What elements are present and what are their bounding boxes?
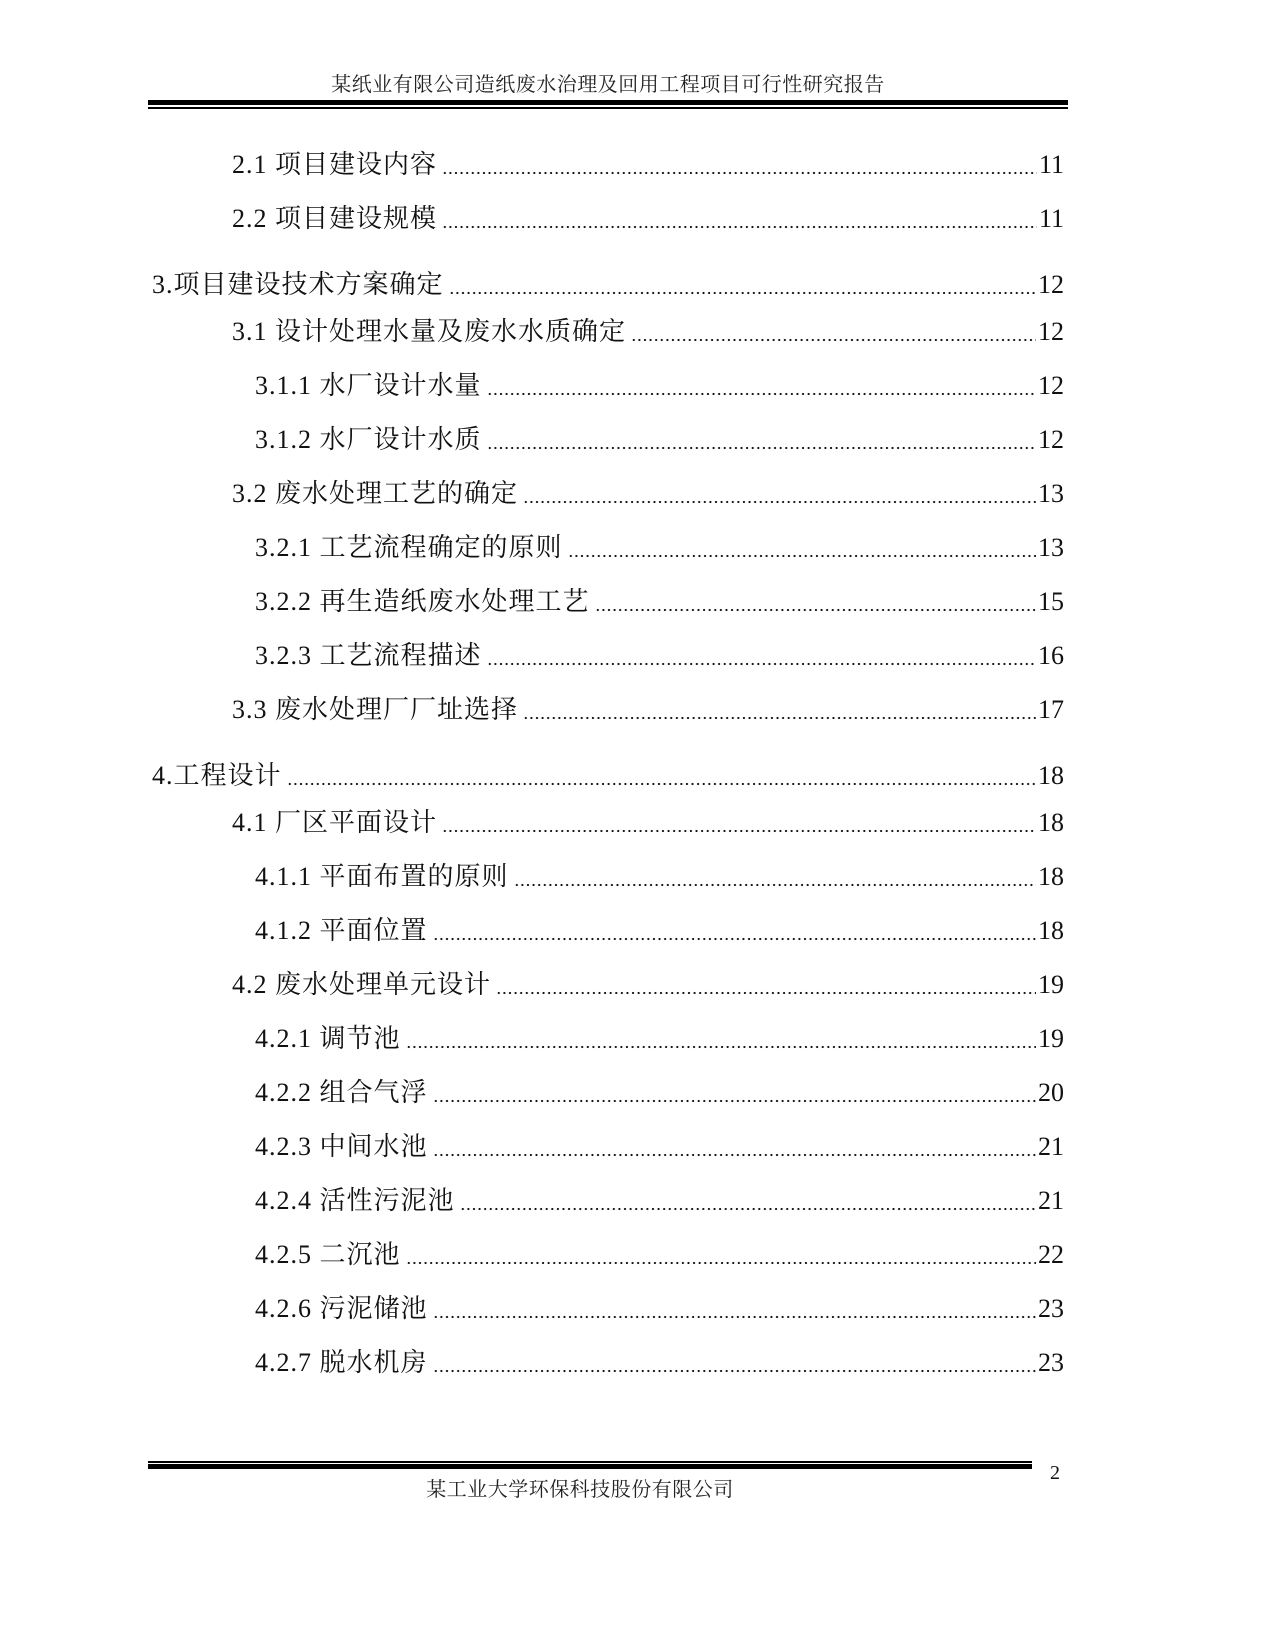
dot-leader [406, 1026, 1036, 1052]
toc-entry-label: 3.2.3 工艺流程描述 [255, 641, 482, 670]
toc-entry-page-number: 13 [1038, 533, 1064, 562]
toc-entry [148, 958, 1068, 1012]
running-header-title: 某纸业有限公司造纸废水治理及回用工程项目可行性研究报告 [331, 74, 885, 96]
toc-entry-label: 2.2 项目建设规模 [232, 204, 438, 233]
toc-entry [148, 305, 1068, 359]
footer-company-name: 某工业大学环保科技股份有限公司 [426, 1479, 734, 1501]
toc-entry [148, 265, 1068, 305]
toc-entry [148, 359, 1068, 413]
toc-entry-page-number: 23 [1038, 1294, 1064, 1323]
toc-entry-label: 3.1.1 水厂设计水量 [255, 371, 482, 400]
toc-entry-page-number: 11 [1038, 204, 1064, 233]
toc-entry-page-number: 16 [1038, 641, 1064, 670]
toc-entry-page-number: 12 [1038, 425, 1064, 454]
toc-entry [148, 575, 1068, 629]
toc-entry-label: 4.2 废水处理单元设计 [232, 970, 492, 999]
dot-leader [523, 697, 1036, 723]
header-rule [148, 100, 1068, 105]
toc-entry-page-number: 18 [1038, 808, 1064, 837]
dot-leader [406, 1242, 1036, 1268]
toc-entry-page-number: 21 [1038, 1186, 1064, 1215]
toc-entry-page-number: 19 [1038, 970, 1064, 999]
toc-entry [148, 796, 1068, 850]
table-of-contents [148, 138, 1068, 1390]
toc-entry-label: 3.3 废水处理厂厂址选择 [232, 695, 519, 724]
toc-entry [148, 413, 1068, 467]
toc-entry [148, 1066, 1068, 1120]
dot-leader [487, 427, 1036, 453]
toc-entry-label: 4.2.3 中间水池 [255, 1132, 428, 1161]
toc-entry-label: 4.2.6 污泥储池 [255, 1294, 428, 1323]
dot-leader [442, 152, 1037, 178]
footer-rule [148, 1464, 1032, 1469]
toc-entry-label: 4.工程设计 [152, 761, 282, 790]
toc-entry-label: 4.1.2 平面位置 [255, 916, 428, 945]
dot-leader [449, 272, 1036, 298]
toc-entry-page-number: 20 [1038, 1078, 1064, 1107]
toc-entry-page-number: 21 [1038, 1132, 1064, 1161]
toc-entry-label: 4.2.2 组合气浮 [255, 1078, 428, 1107]
toc-entry [148, 1228, 1068, 1282]
toc-entry [148, 756, 1068, 796]
toc-entry-page-number: 11 [1038, 150, 1064, 179]
toc-entry [148, 683, 1068, 737]
toc-entry [148, 850, 1068, 904]
toc-entry-label: 3.2 废水处理工艺的确定 [232, 479, 519, 508]
toc-entry [148, 629, 1068, 683]
dot-leader [287, 763, 1036, 789]
toc-entry-label: 4.2.1 调节池 [255, 1024, 401, 1053]
toc-entry-page-number: 18 [1038, 862, 1064, 891]
toc-entry-page-number: 12 [1038, 317, 1064, 346]
dot-leader [631, 319, 1036, 345]
toc-entry-label: 4.2.4 活性污泥池 [255, 1186, 455, 1215]
toc-entry [148, 192, 1068, 246]
toc-entry-page-number: 18 [1038, 916, 1064, 945]
toc-entry-label: 4.2.7 脱水机房 [255, 1348, 428, 1377]
toc-entry-label: 2.1 项目建设内容 [232, 150, 438, 179]
toc-entry-label: 4.1.1 平面布置的原则 [255, 862, 509, 891]
dot-leader [523, 481, 1036, 507]
toc-entry-label: 3.项目建设技术方案确定 [152, 270, 444, 299]
dot-leader [433, 918, 1036, 944]
toc-entry [148, 467, 1068, 521]
dot-leader [433, 1080, 1036, 1106]
toc-entry-label: 3.2.1 工艺流程确定的原则 [255, 533, 563, 562]
toc-entry-page-number: 17 [1038, 695, 1064, 724]
toc-entry-page-number: 12 [1038, 371, 1064, 400]
toc-entry-label: 3.1 设计处理水量及废水水质确定 [232, 317, 627, 346]
toc-entry-label: 3.2.2 再生造纸废水处理工艺 [255, 587, 590, 616]
toc-entry [148, 1282, 1068, 1336]
dot-leader [514, 864, 1036, 890]
toc-entry-label: 4.1 厂区平面设计 [232, 808, 438, 837]
dot-leader [487, 643, 1036, 669]
toc-entry [148, 521, 1068, 575]
toc-entry-label: 4.2.5 二沉池 [255, 1240, 401, 1269]
toc-entry-page-number: 15 [1038, 587, 1064, 616]
toc-entry [148, 904, 1068, 958]
toc-entry [148, 1120, 1068, 1174]
header-rule-thin [148, 107, 1068, 109]
dot-leader [568, 535, 1036, 561]
dot-leader [496, 972, 1036, 998]
toc-entry-page-number: 18 [1038, 761, 1064, 790]
dot-leader [460, 1188, 1036, 1214]
toc-entry [148, 1174, 1068, 1228]
dot-leader [433, 1350, 1036, 1376]
toc-entry [148, 1336, 1068, 1390]
toc-entry-page-number: 22 [1038, 1240, 1064, 1269]
dot-leader [595, 589, 1036, 615]
page-number: 2 [1050, 1462, 1060, 1484]
dot-leader [433, 1296, 1036, 1322]
toc-entry-page-number: 13 [1038, 479, 1064, 508]
toc-entry [148, 138, 1068, 192]
toc-entry-page-number: 12 [1038, 270, 1064, 299]
footer-rule-thin [148, 1461, 1032, 1463]
toc-entry-label: 3.1.2 水厂设计水质 [255, 425, 482, 454]
toc-entry [148, 1012, 1068, 1066]
toc-entry-page-number: 19 [1038, 1024, 1064, 1053]
dot-leader [433, 1134, 1036, 1160]
toc-entry-page-number: 23 [1038, 1348, 1064, 1377]
dot-leader [442, 206, 1037, 232]
dot-leader [487, 373, 1036, 399]
dot-leader [442, 810, 1036, 836]
